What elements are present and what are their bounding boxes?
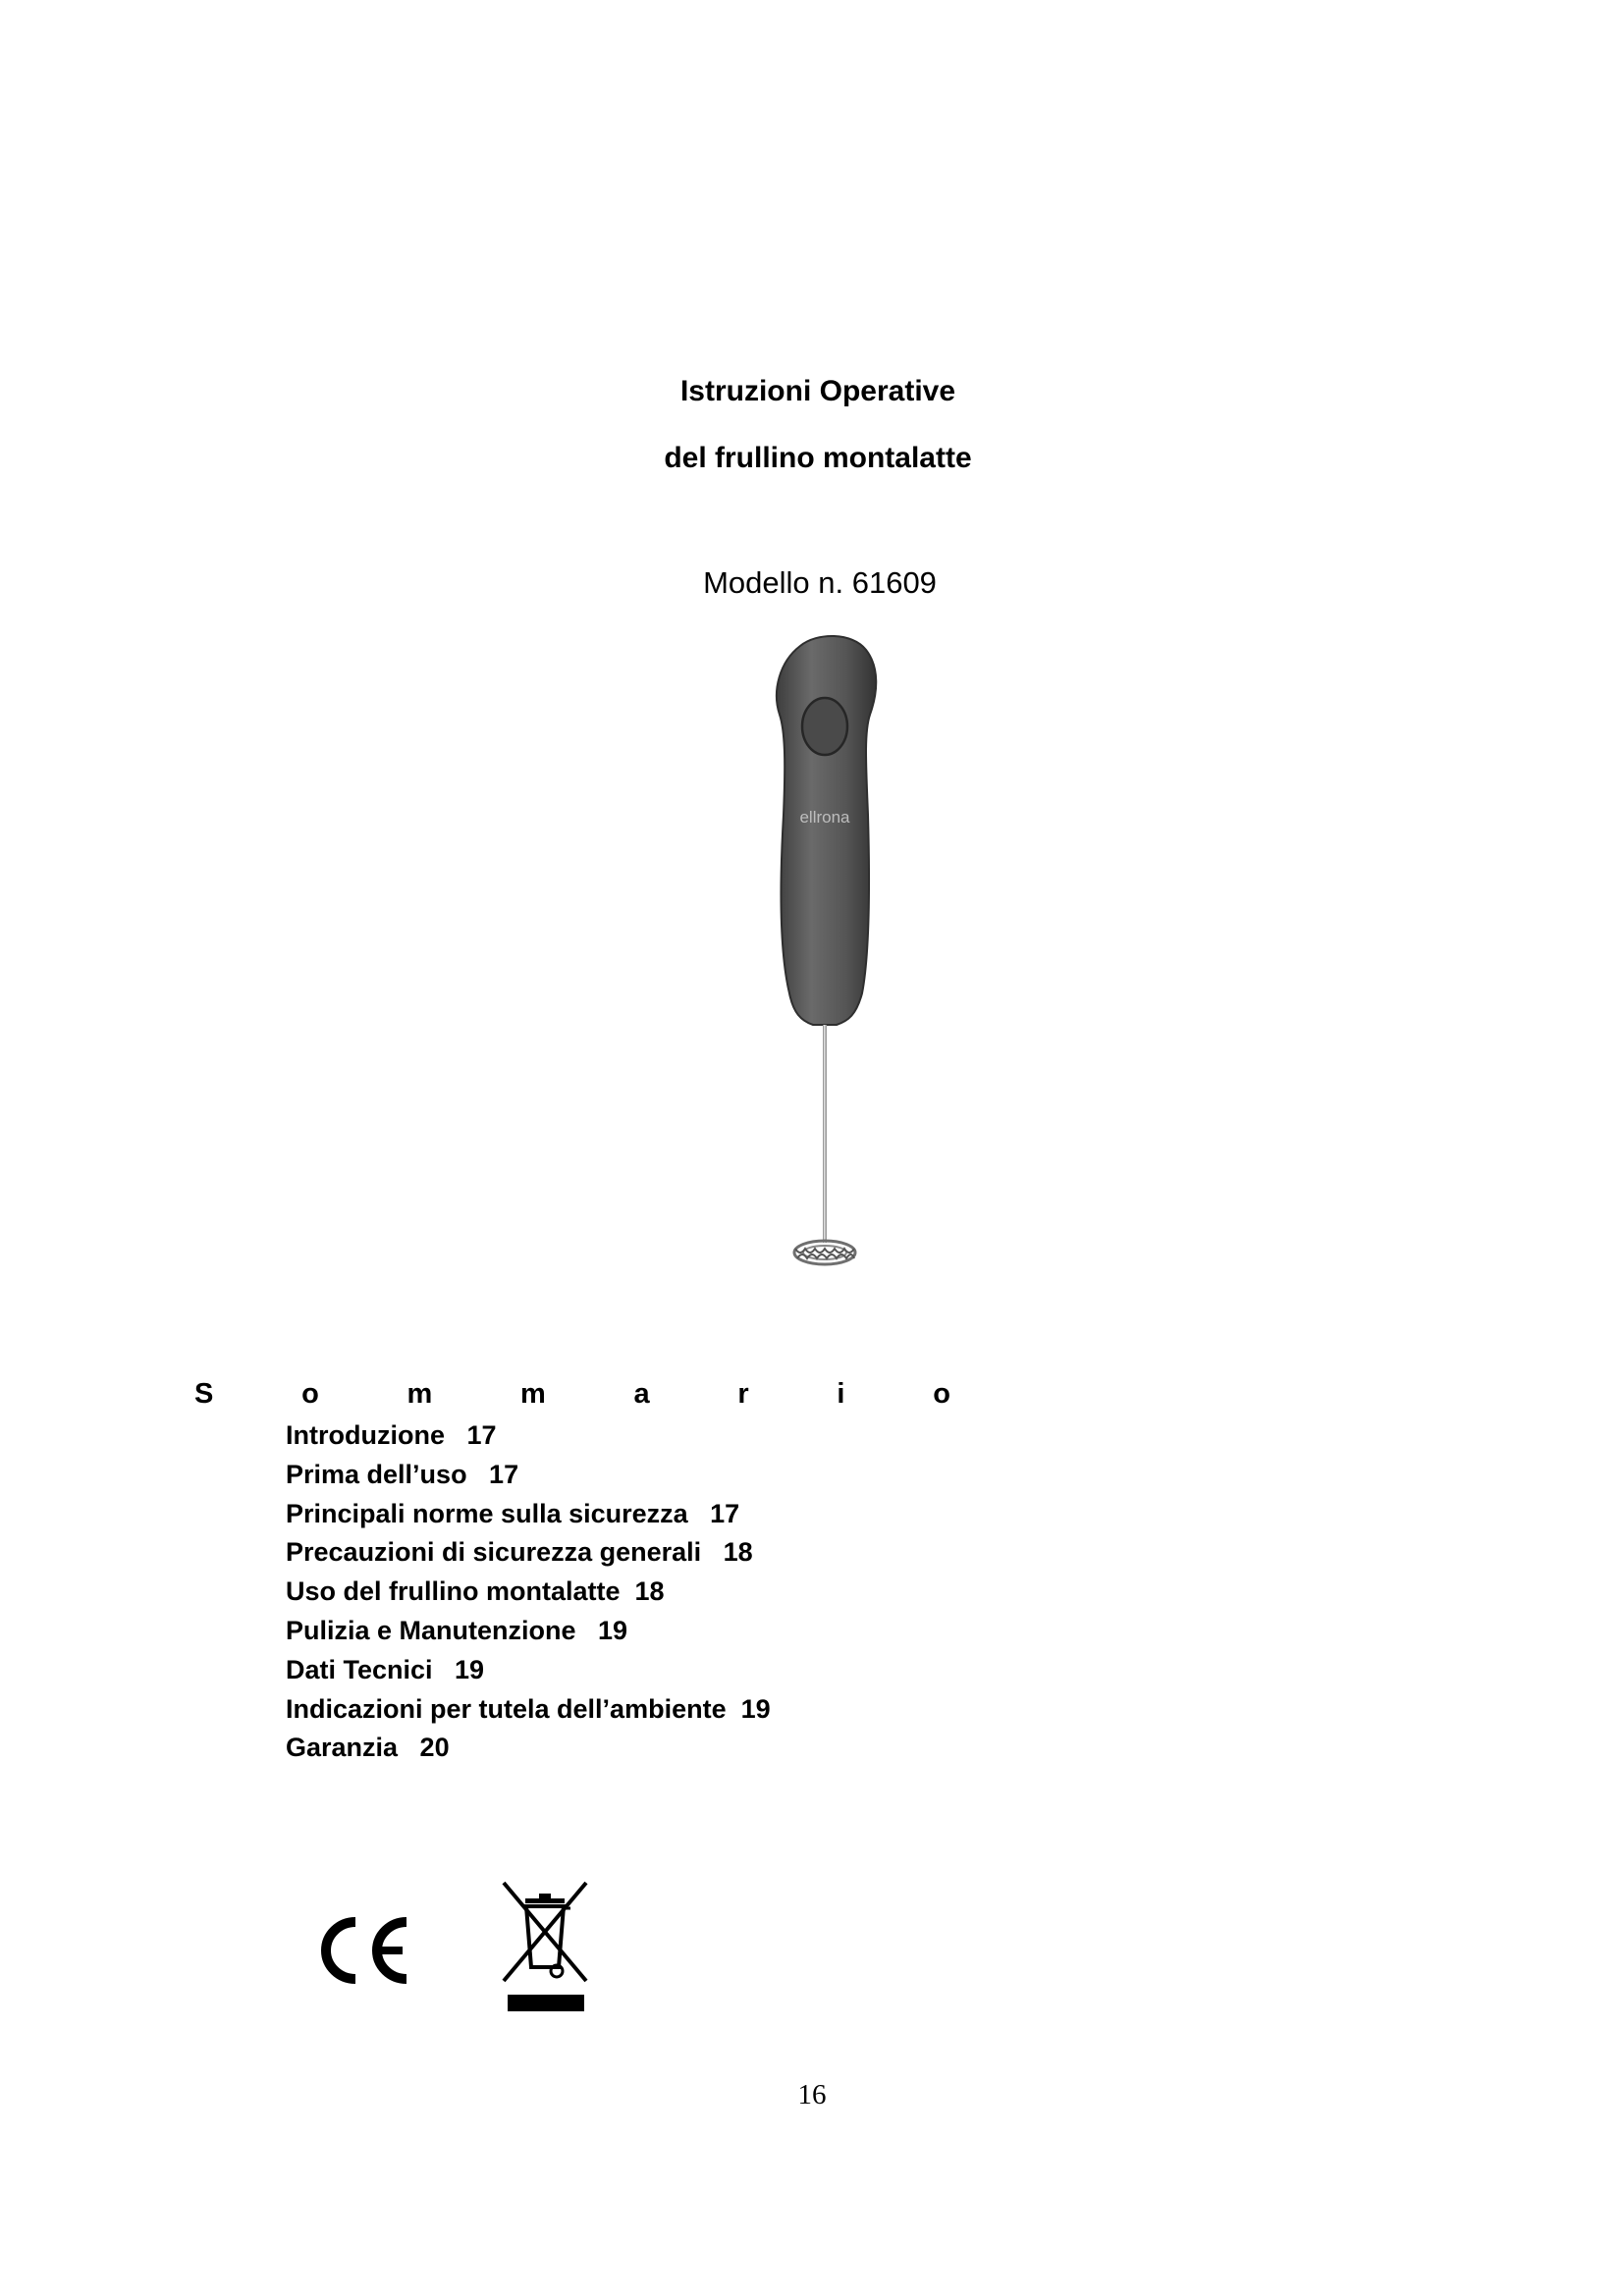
toc-entry: Garanzia 20 — [286, 1733, 450, 1763]
page-number: 16 — [797, 2079, 827, 2110]
table-of-contents-heading — [194, 1378, 950, 1411]
ce-mark-icon — [312, 1912, 412, 1989]
table-of-contents — [286, 1416, 771, 1768]
crossed-out-wheelie-bin-icon — [496, 1879, 594, 2014]
document-subtitle: del frullino montalatte — [664, 442, 972, 474]
toc-entry: Dati Tecnici 19 — [286, 1654, 485, 1684]
brand-logo: ellrona — [799, 808, 850, 827]
model-number: Modello n. 61609 — [703, 565, 937, 600]
toc-entry: Precauzioni di sicurezza generali 18 — [286, 1537, 753, 1568]
heading-letter: m — [406, 1378, 433, 1410]
milk-frother-icon — [756, 628, 893, 1276]
toc-entry: Pulizia e Manutenzione 19 — [286, 1615, 628, 1645]
toc-entry: Prima dell’uso 17 — [286, 1459, 519, 1489]
heading-letter: o — [933, 1378, 950, 1410]
heading-letter: a — [633, 1378, 650, 1410]
heading-letter: r — [737, 1378, 749, 1410]
toc-entry: Uso del frullino montalatte 18 — [286, 1576, 665, 1607]
toc-entry: Indicazioni per tutela dell’ambiente 19 — [286, 1693, 771, 1724]
heading-letter: m — [520, 1378, 546, 1410]
document-title: Istruzioni Operative — [679, 375, 956, 407]
heading-letter: S — [194, 1378, 214, 1410]
heading-letter: o — [301, 1378, 319, 1410]
heading-letter: i — [837, 1378, 845, 1410]
toc-entry: Introduzione 17 — [286, 1420, 497, 1450]
toc-entry: Principali norme sulla sicurezza 17 — [286, 1498, 740, 1528]
